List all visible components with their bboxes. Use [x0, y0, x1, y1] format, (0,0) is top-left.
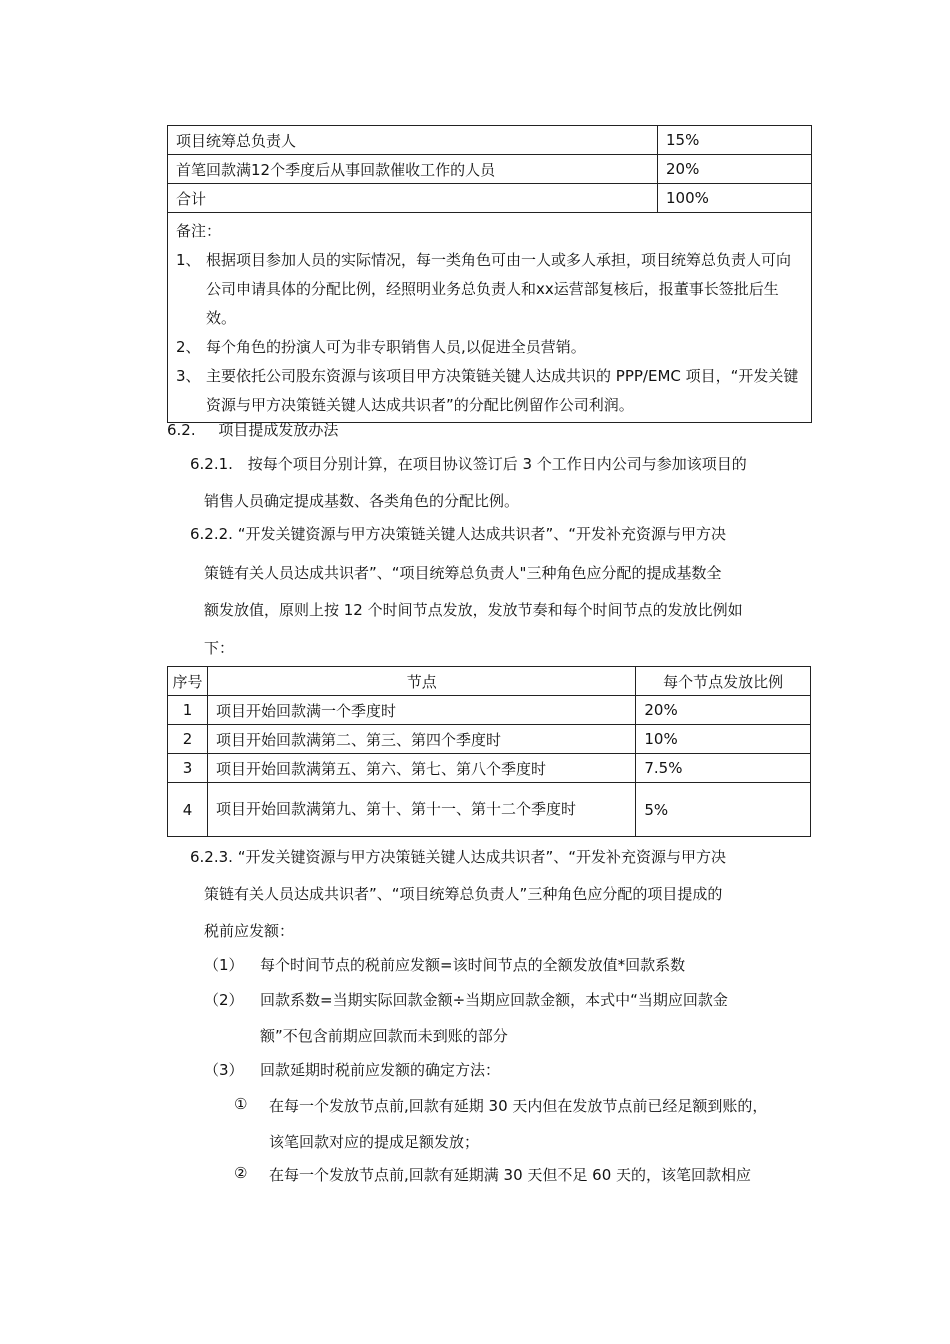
- list-text: 回款系数=当期实际回款金额÷当期应回款金额，本式中“当期应回款金: [260, 991, 728, 1009]
- row-node: 项目开始回款满一个季度时: [208, 696, 636, 725]
- row-ratio: 10%: [636, 725, 811, 754]
- row-no: 2: [168, 725, 208, 754]
- role-cell: 首笔回款满12个季度后从事回款催收工作的人员: [168, 155, 658, 184]
- table-row: [168, 155, 812, 184]
- note-text: 主要依托公司股东资源与该项目甲方决策链关键人达成共识的 PPP/EMC 项目，“开发关键资源与甲方决策链关键人达成共识者”的分配比例留作公司利润。: [206, 367, 799, 414]
- ratio-cell: 15%: [658, 126, 812, 155]
- list-number: （2）: [204, 991, 244, 1009]
- table-row: [168, 126, 812, 155]
- list-item-2: [204, 989, 728, 1010]
- list-item-3: [204, 1059, 501, 1080]
- section-title: 项目提成发放办法: [218, 421, 339, 439]
- note-item: [176, 362, 803, 420]
- table-row: [168, 754, 811, 783]
- row-ratio: 7.5%: [636, 754, 811, 783]
- paragraph-6-2-3-line1: [190, 846, 726, 867]
- note-item: [176, 333, 803, 362]
- sub-number: ①: [234, 1095, 248, 1113]
- list-item-2-line2: 额”不包含前期应回款而未到账的部分: [260, 1027, 508, 1045]
- paragraph-6-2-2-line1: [190, 523, 726, 544]
- note-number: 3、: [176, 367, 201, 385]
- list-number: （1）: [204, 956, 244, 974]
- notes-title: 备注：: [176, 222, 222, 240]
- sub-item-1: [234, 1095, 768, 1115]
- note-number: 1、: [176, 251, 201, 269]
- table-row: [168, 783, 811, 837]
- row-node: 项目开始回款满第五、第六、第七、第八个季度时: [208, 754, 636, 783]
- row-node: 项目开始回款满第二、第三、第四个季度时: [208, 725, 636, 754]
- release-schedule-table: [167, 666, 811, 837]
- sub-item-1-line2: 该笔回款对应的提成足额发放；: [269, 1133, 480, 1151]
- paragraph-number: 6.2.1.: [190, 455, 233, 473]
- list-text: 回款延期时税前应发额的确定方法：: [260, 1061, 501, 1079]
- paragraph-6-2-2-line3: 额发放值，原则上按 12 个时间节点发放，发放节奏和每个时间节点的发放比例如: [204, 601, 743, 619]
- note-item: [176, 246, 803, 333]
- role-cell: 合计: [168, 184, 658, 213]
- paragraph-text: “开发关键资源与甲方决策链关键人达成共识者”、“开发补充资源与甲方决: [237, 525, 727, 543]
- note-number: 2、: [176, 338, 201, 356]
- sub-number: ②: [234, 1164, 248, 1182]
- role-ratio-table: [167, 125, 812, 423]
- table-row: [168, 184, 812, 213]
- row-ratio: 20%: [636, 696, 811, 725]
- sub-item-2: [234, 1164, 752, 1184]
- ratio-cell: 100%: [658, 184, 812, 213]
- header-node: 节点: [208, 667, 636, 696]
- section-heading: [167, 419, 338, 440]
- section-number: 6.2.: [167, 421, 196, 439]
- paragraph-6-2-1-line1: [190, 453, 747, 474]
- row-node: 项目开始回款满第九、第十、第十一、第十二个季度时: [208, 783, 636, 837]
- row-no: 1: [168, 696, 208, 725]
- list-item-1: [204, 954, 686, 975]
- paragraph-text: 按每个项目分别计算，在项目协议签订后 3 个工作日内公司与参加该项目的: [247, 455, 747, 473]
- paragraph-6-2-3-line2: 策链有关人员达成共识者”、“项目统筹总负责人”三种角色应分配的项目提成的: [204, 885, 723, 903]
- list-number: （3）: [204, 1061, 244, 1079]
- paragraph-number: 6.2.2.: [190, 525, 233, 543]
- note-text: 根据项目参加人员的实际情况，每一类角色可由一人或多人承担，项目统筹总负责人可向公司申请具体的分配比例，经照明业务总负责人和xx运营部复核后，报董事长签批后生效。: [206, 251, 792, 327]
- table-row: [168, 725, 811, 754]
- role-cell: 项目统筹总负责人: [168, 126, 658, 155]
- table-row: [168, 696, 811, 725]
- paragraph-6-2-1-line2: 销售人员确定提成基数、各类角色的分配比例。: [204, 492, 520, 510]
- table-header-row: [168, 667, 811, 696]
- header-ratio: 每个节点发放比例: [636, 667, 811, 696]
- paragraph-number: 6.2.3.: [190, 848, 233, 866]
- paragraph-6-2-2-line2: 策链有关人员达成共识者”、“项目统筹总负责人"三种角色应分配的提成基数全: [204, 564, 722, 582]
- paragraph-6-2-2-line4: 下：: [204, 639, 235, 657]
- sub-text: 在每一个发放节点前,回款有延期满 30 天但不足 60 天的，该笔回款相应: [269, 1166, 752, 1184]
- row-no: 4: [168, 783, 208, 837]
- list-text: 每个时间节点的税前应发额=该时间节点的全额发放值*回款系数: [260, 956, 686, 974]
- row-no: 3: [168, 754, 208, 783]
- paragraph-6-2-3-line3: 税前应发额：: [204, 922, 295, 940]
- notes-row: [168, 213, 812, 423]
- note-text: 每个角色的扮演人可为非专职销售人员,以促进全员营销。: [206, 338, 586, 356]
- notes-cell: [168, 213, 812, 423]
- row-ratio: 5%: [636, 783, 811, 837]
- sub-text: 在每一个发放节点前,回款有延期 30 天内但在发放节点前已经足额到账的，: [269, 1097, 768, 1115]
- ratio-cell: 20%: [658, 155, 812, 184]
- header-no: 序号: [168, 667, 208, 696]
- paragraph-text: “开发关键资源与甲方决策链关键人达成共识者”、“开发补充资源与甲方决: [237, 848, 727, 866]
